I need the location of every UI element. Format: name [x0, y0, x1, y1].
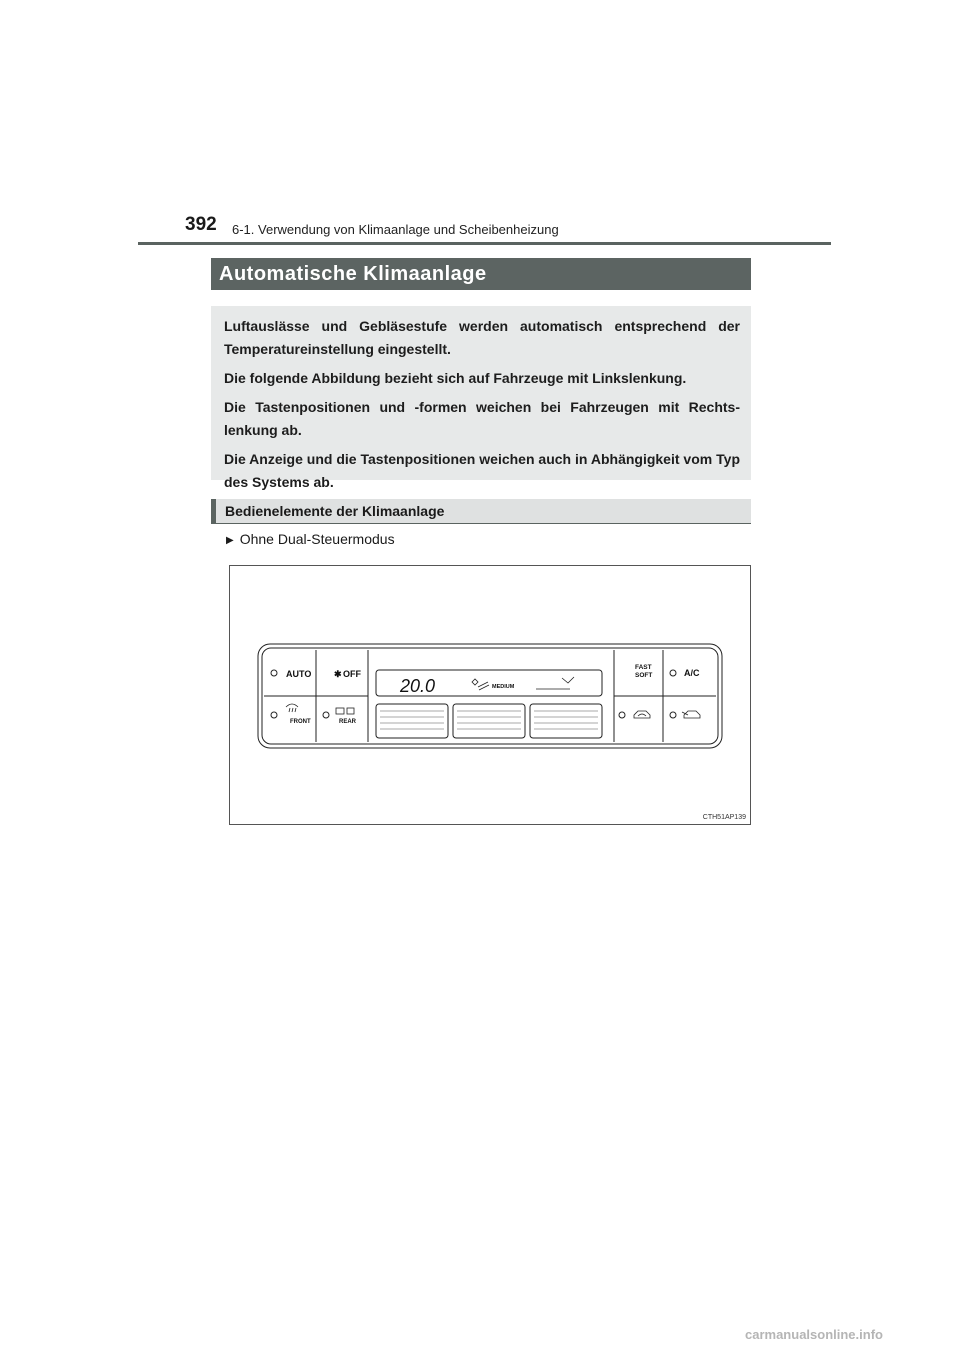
fast-soft-button[interactable]: SOFT: [635, 672, 653, 679]
vent-left: [376, 704, 448, 738]
triangle-bullet-icon: ▶: [226, 535, 234, 546]
figure-code: CTH51AP139: [702, 814, 746, 821]
ac-indicator-icon: [670, 670, 676, 676]
page-number: 392: [185, 214, 217, 235]
subsection-heading: Bedienelemente der Klimaanlage: [211, 499, 751, 524]
rear-defroster-icon: [336, 708, 344, 714]
auto-button[interactable]: AUTO: [286, 669, 312, 679]
section-title: Automatische Klimaanlage: [211, 258, 751, 290]
mirror-heater-icon: [347, 708, 354, 714]
rear-defrost-button[interactable]: REAR: [339, 719, 357, 725]
watermark: carmanualsonline.info: [745, 1327, 883, 1342]
front-indicator-icon: [271, 712, 277, 718]
climate-panel-figure: [229, 565, 751, 825]
header-rule: [138, 242, 831, 245]
fan-off-button-icon[interactable]: ✱: [334, 669, 342, 679]
climate-panel-illustration: [230, 566, 752, 826]
recirculation-icon: [634, 711, 650, 718]
front-defrost-button[interactable]: FRONT: [290, 719, 311, 725]
intro-paragraph: Die Tastenpositionen und -formen weichen bei Fahrzeugen mit Rechts-lenkung ab.: [224, 399, 740, 438]
display-fan-icon: [472, 679, 478, 685]
auto-indicator-icon: [271, 670, 277, 676]
vent-center: [453, 704, 525, 738]
display-fan-bars-icon: [478, 682, 489, 690]
display-temperature: 20.0: [400, 676, 436, 696]
bullet-item: [226, 531, 395, 547]
intro-paragraph: Die folgende Abbildung bezieht sich auf Fahrzeuge mit Linkslenkung.: [224, 370, 687, 386]
display-fan-mode: MEDIUM: [492, 684, 515, 690]
rear-indicator-icon: [323, 712, 329, 718]
intro-paragraph: Die Anzeige und die Tastenpositionen weichen auch in Abhängigkeit vom Typ des Systems ab.: [224, 451, 740, 490]
chapter-title: 6-1. Verwendung von Klimaanlage und Scheibenheizung: [232, 222, 559, 237]
front-defroster-icon: [286, 704, 298, 707]
bullet-text: Ohne Dual-Steuermodus: [239, 531, 395, 547]
fan-off-button[interactable]: OFF: [343, 669, 361, 679]
fresh-air-indicator-icon: [670, 712, 676, 718]
fast-soft-button[interactable]: FAST: [635, 664, 652, 671]
intro-box: [211, 306, 751, 490]
recirculate-indicator-icon: [619, 712, 625, 718]
ac-button[interactable]: A/C: [684, 668, 700, 678]
intro-paragraph: Luftauslässe und Gebläsestufe werden automatisch entsprechend der Temperatureinstellung eingestellt.: [224, 318, 740, 357]
vent-right: [530, 704, 602, 738]
display-airflow-icon: [562, 677, 574, 683]
